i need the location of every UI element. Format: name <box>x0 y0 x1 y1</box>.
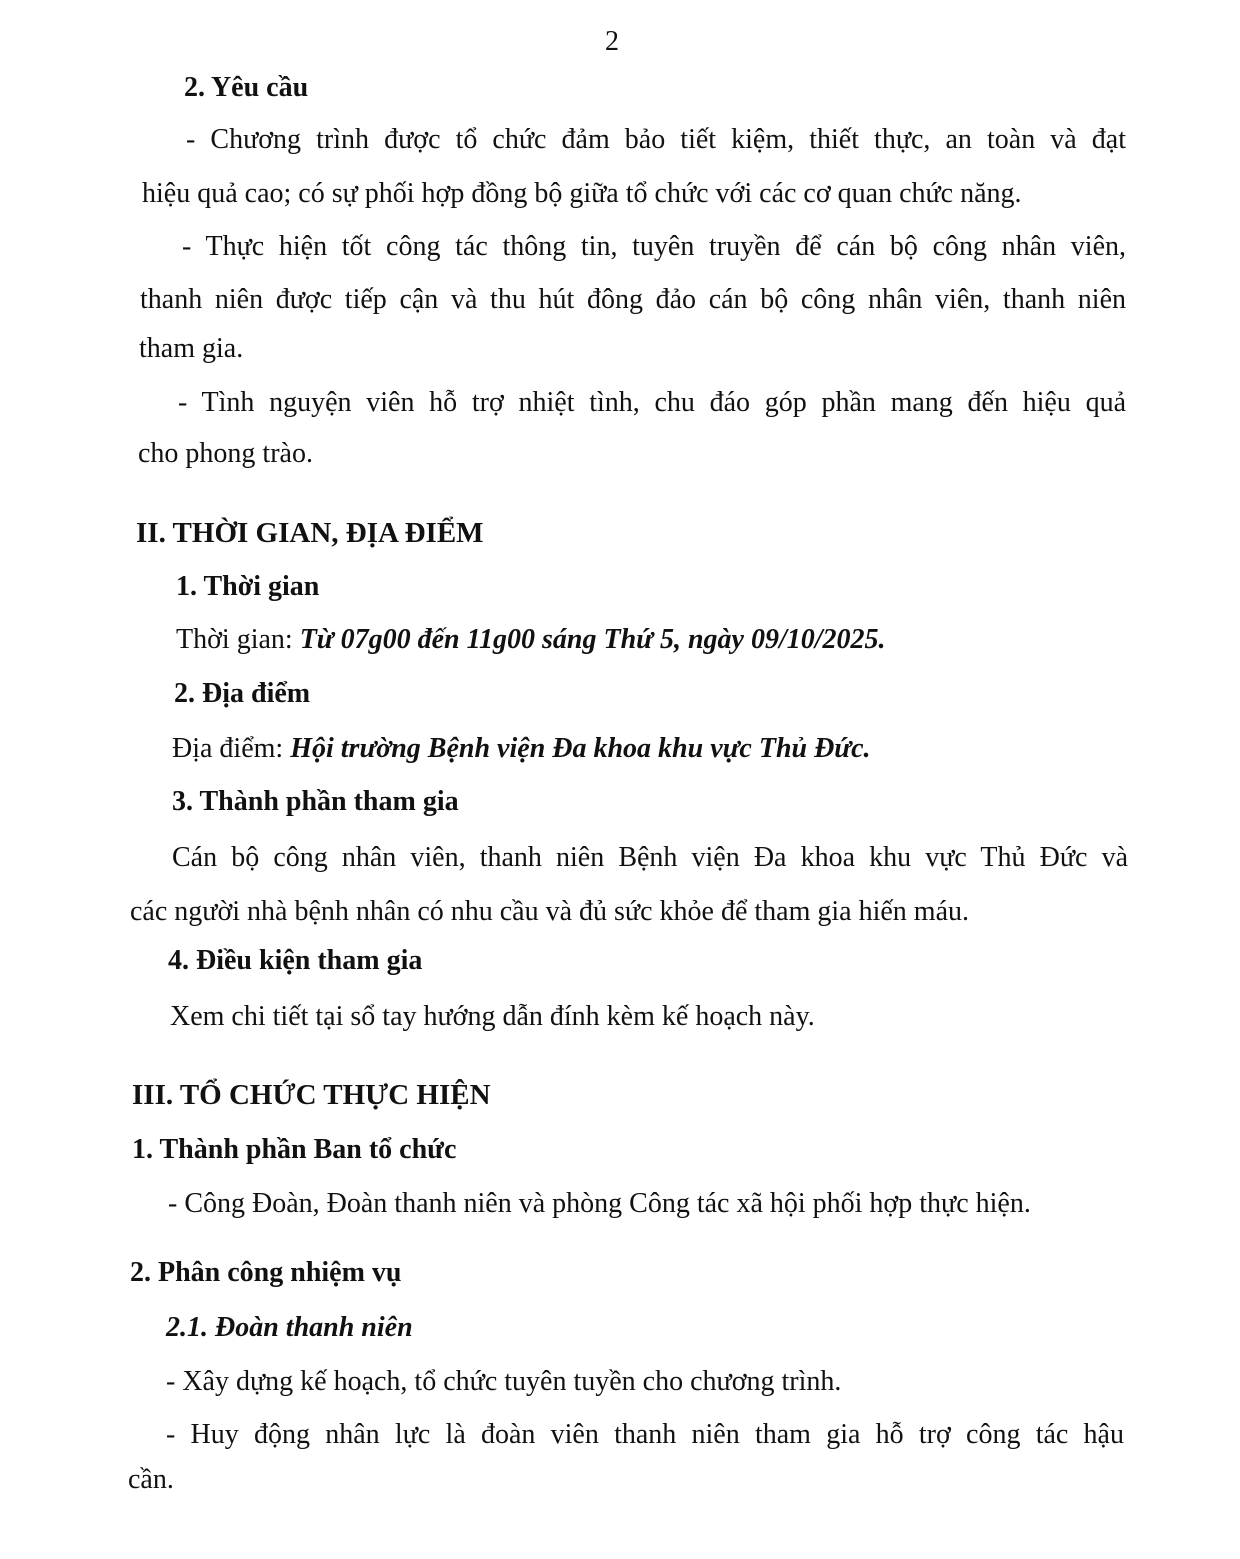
doan-tn-item2-line2: cần. <box>128 1464 174 1495</box>
dia-diem-line <box>172 735 871 763</box>
yeu-cau-p3-line2: cho phong trào. <box>138 438 313 469</box>
yeu-cau-p2-line3: tham gia. <box>139 333 244 364</box>
heading-ban-to-chuc: 1. Thành phần Ban tổ chức <box>132 1134 457 1165</box>
heading-phan-cong: 2. Phân công nhiệm vụ <box>130 1257 402 1288</box>
yeu-cau-p1-line2: hiệu quả cao; có sự phối hợp đồng bộ giữa tổ chức với các cơ quan chức năng. <box>142 178 1022 209</box>
heading-thoi-gian: 1. Thời gian <box>176 571 320 602</box>
doan-tn-item2-line1: - Huy động nhân lực là đoàn viên thanh niên tham gia hỗ trợ công tác hậu <box>166 1419 1124 1450</box>
thoi-gian-line <box>176 626 886 654</box>
thoi-gian-value: Từ 07g00 đến 11g00 sáng Thứ 5, ngày 09/10/2025. <box>299 624 886 655</box>
thoi-gian-label: Thời gian: <box>176 624 300 655</box>
dia-diem-value: Hội trường Bệnh viện Đa khoa khu vực Thủ Đức. <box>290 733 871 764</box>
thanh-phan-line1: Cán bộ công nhân viên, thanh niên Bệnh viện Đa khoa khu vực Thủ Đức và <box>172 842 1128 873</box>
yeu-cau-p2-line2: thanh niên được tiếp cận và thu hút đông đảo cán bộ công nhân viên, thanh niên <box>140 284 1126 315</box>
ban-to-chuc-line1: - Công Đoàn, Đoàn thanh niên và phòng Công tác xã hội phối hợp thực hiện. <box>168 1188 1031 1219</box>
heading-dieu-kien: 4. Điều kiện tham gia <box>168 945 423 976</box>
heading-doan-thanh-nien: 2.1. Đoàn thanh niên <box>166 1312 413 1343</box>
yeu-cau-p2-line1: - Thực hiện tốt công tác thông tin, tuyên truyền để cán bộ công nhân viên, <box>182 231 1126 262</box>
heading-dia-diem: 2. Địa điểm <box>174 678 311 709</box>
thanh-phan-line2: các người nhà bệnh nhân có nhu cầu và đủ sức khỏe để tham gia hiến máu. <box>130 896 970 927</box>
doan-tn-item1: - Xây dựng kế hoạch, tổ chức tuyên tuyền cho chương trình. <box>166 1366 842 1397</box>
dia-diem-label: Địa điểm: <box>172 733 291 764</box>
page-number: 2 <box>605 26 619 57</box>
section-iii-heading: III. TỔ CHỨC THỰC HIỆN <box>132 1079 491 1111</box>
heading-thanh-phan: 3. Thành phần tham gia <box>172 786 459 817</box>
section-ii-heading: II. THỜI GIAN, ĐỊA ĐIỂM <box>136 517 484 549</box>
yeu-cau-p3-line1: - Tình nguyện viên hỗ trợ nhiệt tình, chu đáo góp phần mang đến hiệu quả <box>178 387 1126 418</box>
heading-yeu-cau: 2. Yêu cầu <box>184 72 309 103</box>
dieu-kien-line1: Xem chi tiết tại sổ tay hướng dẫn đính kèm kế hoạch này. <box>170 1001 815 1032</box>
yeu-cau-p1-line1: - Chương trình được tổ chức đảm bảo tiết kiệm, thiết thực, an toàn và đạt <box>186 124 1126 155</box>
